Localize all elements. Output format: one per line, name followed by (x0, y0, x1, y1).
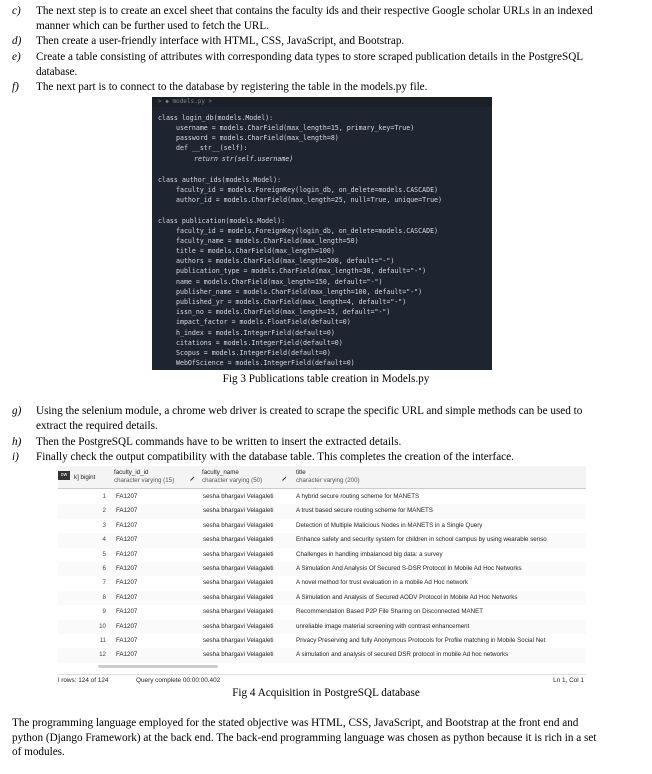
code-line: faculty_id = models.ForeignKey(login_db, on_delete=models.CASCADE) (176, 186, 439, 194)
table-row[interactable] (58, 562, 586, 576)
cell-faculty-name[interactable]: sesha bhargavi Velagaleti (203, 593, 274, 601)
code-line: WebOfScience = models.IntegerField(default=0) (176, 359, 355, 367)
code-line: faculty_name = models.CharField(max_length=50) (176, 237, 359, 245)
cell-faculty-name[interactable]: sesha bhargavi Velagaleti (203, 637, 274, 644)
cell-faculty-name[interactable]: sesha bhargavi Velagaleti (203, 550, 274, 558)
cell-faculty-id[interactable]: FA1207 (116, 622, 138, 630)
code-line: issn_no = models.CharField(max_length=15, default="-") (176, 308, 391, 316)
cell-faculty-id[interactable]: FA1207 (116, 579, 138, 587)
cell-faculty-id[interactable]: FA1207 (116, 593, 138, 601)
code-line: h_index = models.IntegerField(default=0) (176, 329, 335, 337)
list-item-d: d) Then create a user-friendly interface with HTML, CSS, JavaScript, and Bootstrap. (12, 35, 405, 47)
query-status-label: Query complete 00:00:00.402 (136, 677, 221, 684)
row-number[interactable]: 4 (102, 536, 106, 544)
table-row[interactable] (58, 548, 586, 562)
code-line: title = models.CharField(max_length=100) (176, 247, 335, 255)
code-line: class author_ids(models.Model): (158, 176, 282, 184)
table-row[interactable] (58, 605, 586, 619)
cell-title[interactable]: A Simulation And Analysis Of Secured S-DSR Protocol In Mobile Ad Hoc Networks (296, 565, 522, 572)
cell-faculty-name[interactable]: sesha bhargavi Velagaleti (203, 651, 274, 659)
code-line: citations = models.IntegerField(default=0) (176, 339, 343, 347)
row-number[interactable]: 12 (99, 651, 106, 659)
row-number[interactable]: 11 (99, 637, 106, 644)
column-header-faculty-id[interactable]: faculty_id_id character varying (15) (114, 469, 175, 484)
column-header-title[interactable]: title character varying (200) (296, 469, 360, 484)
cell-faculty-id[interactable]: FA1207 (116, 493, 138, 500)
closing-paragraph: The programming language employed for the stated objective was HTML, CSS, JavaScript, and Bootstrap at the front end and python (Django Framework) at the back end. The back-end programming language was chosen as python because it is rich in a set of modules. (12, 717, 597, 758)
cell-faculty-id[interactable]: FA1207 (116, 565, 138, 572)
column-header-faculty-name[interactable]: faculty_name character varying (50) (202, 469, 263, 484)
row-number[interactable]: 1 (102, 493, 106, 500)
cell-title[interactable]: Enhance safety and security system for children in school campus by using wearable senso (296, 536, 547, 544)
code-line: Scopus = models.IntegerField(default=0) (176, 349, 331, 357)
column-header-id[interactable]: k] bigint (74, 474, 96, 481)
table-row[interactable] (58, 634, 586, 648)
row-number[interactable]: 2 (102, 507, 106, 515)
row-number[interactable]: 5 (102, 550, 106, 558)
row-number[interactable]: 7 (102, 579, 106, 587)
cell-title[interactable]: A hybrid secure routing scheme for MANETS (296, 493, 420, 500)
list-item-i: i) Finally check the output compatibility with the database table. This completes the creation of the interface. (12, 451, 514, 463)
code-line: published_yr = models.CharField(max_length=4, default="-") (176, 298, 407, 306)
code-line: author_id = models.CharField(max_length=25, null=True, unique=True) (176, 196, 442, 204)
edit-pencil-icon[interactable] (279, 473, 287, 481)
grid-header (58, 466, 586, 489)
code-line: class publication(models.Model): (158, 217, 286, 225)
table-row[interactable] (58, 591, 586, 605)
list-item-f: f) The next part is to connect to the database by registering the table in the models.py file. (12, 81, 428, 93)
cell-faculty-name[interactable]: sesha bhargavi Velagaleti (203, 608, 274, 616)
status-bar (58, 674, 586, 687)
fig3-caption: Fig 3 Publications table creation in Models.py (222, 373, 430, 385)
row-number[interactable]: 10 (99, 622, 106, 630)
cell-title[interactable]: Recommendation Based P2P File Sharing on Disconnected MANET (296, 608, 483, 616)
cell-title[interactable]: Privacy Preserving and fully Anonymous Protocols for Profile matching in Mobile Social Net (296, 637, 546, 644)
row-count-label: l rows: 124 of 124 (58, 677, 109, 684)
code-line: name = models.CharField(max_length=150, default="-") (176, 278, 383, 286)
cell-faculty-id[interactable]: FA1207 (116, 550, 138, 558)
list-item-c: c) The next step is to create an excel sheet that contains the faculty ids and their respective Google scholar URLs in an indexed manner which can be further used to fetch the URL. (12, 5, 593, 32)
cell-title[interactable]: A Simulation and Analysis of Secured AODV Protocol in Mobile Ad Hoc Networks (296, 593, 518, 601)
row-number[interactable]: 9 (102, 608, 106, 616)
cell-title[interactable]: A trust based secure routing scheme for MANETS (296, 507, 433, 515)
row-number[interactable]: 3 (102, 521, 106, 529)
cell-faculty-id[interactable]: FA1207 (116, 507, 138, 515)
code-line: faculty_id = models.ForeignKey(login_db, on_delete=models.CASCADE) (176, 227, 439, 235)
table-row[interactable] (58, 504, 586, 518)
code-line: return str(self.username) (194, 155, 294, 163)
row-number[interactable]: 8 (102, 593, 106, 601)
horizontal-scrollbar[interactable] (98, 665, 218, 668)
list-item-g: g) Using the selenium module, a chrome web driver is created to scrape the specific URL and simple methods can be used to extract the required details. (12, 405, 583, 432)
code-line: def __str__(self): (176, 144, 248, 152)
cell-title[interactable]: A simulation and analysis of secured DSR protocol in mobile Ad hoc networks (296, 651, 509, 659)
code-line: username = models.CharField(max_length=15, primary_key=True) (176, 124, 415, 132)
cell-title[interactable]: A novel method for trust evaluation in a mobile Ad Hoc network (296, 579, 468, 587)
cell-faculty-name[interactable]: sesha bhargavi Velagaleti (203, 565, 274, 572)
cell-faculty-name[interactable]: sesha bhargavi Velagaleti (203, 507, 274, 515)
models-py-code-screenshot (152, 97, 492, 370)
cell-title[interactable]: unreliable image material screening with contrast enhancement (296, 622, 470, 630)
editor-breadcrumb: > ◆ models.py > (152, 97, 492, 107)
code-line: password = models.CharField(max_length=8) (176, 134, 339, 142)
fig4-caption: Fig 4 Acquisition in PostgreSQL database (232, 687, 420, 699)
table-row[interactable] (58, 620, 586, 634)
cell-faculty-id[interactable]: FA1207 (116, 608, 138, 616)
code-line: publisher_name = models.CharField(max_length=100, default="-") (176, 288, 423, 296)
table-row[interactable] (58, 533, 586, 547)
list-item-h: h) Then the PostgreSQL commands have to be written to insert the extracted details. (12, 436, 402, 448)
cell-faculty-name[interactable]: sesha bhargavi Velagaleti (203, 493, 274, 500)
cell-faculty-name[interactable]: sesha bhargavi Velagaleti (203, 622, 274, 630)
cell-faculty-name[interactable]: sesha bhargavi Velagaleti (203, 579, 274, 587)
cursor-position-label: Ln 1, Col 1 (553, 677, 584, 684)
cell-faculty-id[interactable]: FA1207 (116, 521, 138, 529)
cell-title[interactable]: Detection of Multiple Malicious Nodes in MANETS in a Single Query (296, 521, 483, 529)
row-number[interactable]: 6 (102, 565, 106, 572)
code-line: class login_db(models.Model): (158, 114, 274, 122)
cell-title[interactable]: Challenges in handling imbalanced big data: a survey (296, 550, 443, 558)
cell-faculty-id[interactable]: FA1207 (116, 651, 138, 659)
code-line: impact_factor = models.FloatField(default=0) (176, 318, 351, 326)
postgres-results-grid (58, 466, 586, 686)
cell-faculty-name[interactable]: sesha bhargavi Velagaleti (203, 521, 274, 529)
cell-faculty-name[interactable]: sesha bhargavi Velagaleti (203, 536, 274, 544)
list-item-e: e) Create a table consisting of attributes with corresponding data types to store scraped publication details in the PostgreSQL database. (12, 51, 584, 78)
table-row[interactable] (58, 576, 586, 590)
row-selector-icon[interactable]: ow (58, 471, 70, 480)
cell-faculty-id[interactable]: FA1207 (116, 637, 138, 644)
code-line: publication_type = models.CharField(max_length=30, default="-") (176, 267, 427, 275)
edit-pencil-icon[interactable] (187, 473, 195, 481)
table-row[interactable] (58, 519, 586, 533)
cell-faculty-id[interactable]: FA1207 (116, 536, 138, 544)
code-line: authors = models.CharField(max_length=200, default="-") (176, 257, 395, 265)
table-row[interactable] (58, 490, 586, 504)
table-row[interactable] (58, 648, 586, 662)
